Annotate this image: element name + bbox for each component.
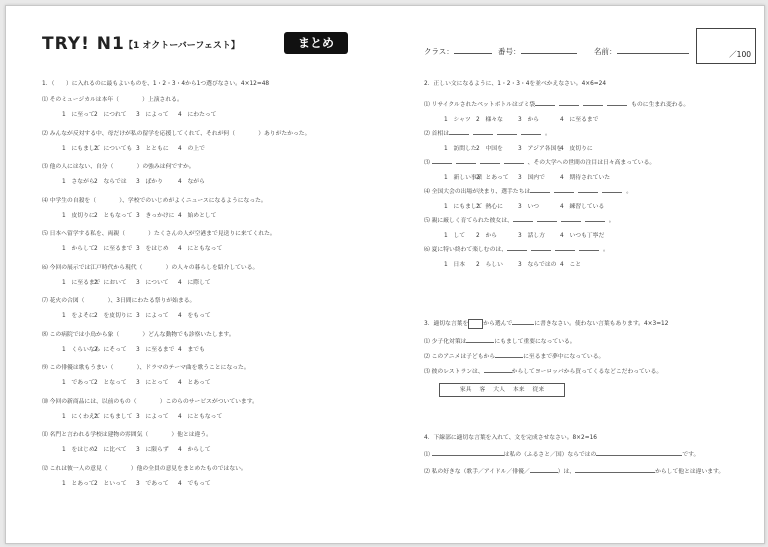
answer-blank[interactable] bbox=[602, 186, 622, 193]
answer-option[interactable]: 4 ながら bbox=[178, 179, 205, 185]
question: ⑾ 名門と言われる学校は建物の雰囲気（ ）他とは違う。 bbox=[42, 432, 212, 438]
question: ⑹ 今回の展示では江戸時代から現代（ ）の人々の暮らしを紹介している。 bbox=[42, 264, 259, 271]
word-choice: 従来 bbox=[532, 387, 545, 393]
word-choice: 本来 bbox=[512, 387, 525, 393]
fill-question bbox=[424, 351, 604, 360]
answer-option[interactable]: 1 さながら bbox=[62, 179, 95, 185]
answer-option[interactable]: 4 をもって bbox=[178, 313, 211, 319]
question: ⑴ そのミュージカルは本年（ ）上演される。 bbox=[42, 97, 183, 103]
answer-blank[interactable] bbox=[432, 157, 452, 164]
word-box-marker bbox=[468, 319, 483, 329]
reorder-question bbox=[424, 99, 689, 108]
answer-option[interactable]: 3 いつ bbox=[518, 204, 540, 210]
s4-text: ）は、 bbox=[557, 469, 576, 475]
fill-question bbox=[424, 336, 576, 345]
question-text: ⑶ 彼のレストランは、 bbox=[424, 369, 484, 375]
answer-option[interactable]: 4 練習している bbox=[560, 204, 605, 210]
question-text: ⑸ 親に厳しく育てられた彼女は、 bbox=[424, 218, 513, 224]
answer-option[interactable]: 2 にそって bbox=[94, 346, 127, 353]
reorder-question bbox=[424, 128, 551, 137]
answer-option[interactable]: 3 ならではの bbox=[518, 262, 557, 268]
answer-option[interactable]: 2 様々な bbox=[476, 117, 503, 123]
answer-option[interactable]: 1 をはじめ bbox=[62, 447, 95, 453]
word-choice: 家具 bbox=[459, 387, 472, 393]
section3-title-a: 3．適切な言葉を bbox=[424, 321, 469, 327]
answer-option[interactable]: 1 に至るまで bbox=[62, 279, 101, 286]
worksheet-page bbox=[5, 5, 765, 544]
section2-title: 2．正しい文になるように、1・2・3・4を並べかえなさい。4×6=24 bbox=[424, 81, 607, 87]
question-text: ⑴ 少子化対策は bbox=[424, 339, 467, 345]
answer-option[interactable]: 2 につれて bbox=[94, 112, 127, 118]
blank-marker bbox=[512, 318, 534, 325]
s4-text: ⑴ bbox=[424, 452, 432, 458]
section1-title: 1．（ ）に入れるのに最もよいものを、1・2・3・4から1つ選びなさい。4×12=48 bbox=[42, 81, 270, 87]
question-text: 。 bbox=[603, 247, 609, 253]
number-blank[interactable] bbox=[521, 45, 577, 54]
answer-option[interactable]: 3 にとって bbox=[136, 380, 169, 386]
answer-option[interactable]: 1 くらいなら bbox=[62, 346, 101, 353]
answer-option[interactable]: 3 であって bbox=[136, 480, 169, 487]
question-text: 。 bbox=[626, 189, 632, 195]
answer-option[interactable]: 2 についても bbox=[94, 145, 133, 152]
answer-option[interactable]: 4 にわたって bbox=[178, 112, 217, 118]
question: ⑶ 他の人にはない、自分（ ）の強みは何ですか。 bbox=[42, 164, 195, 170]
answer-blank[interactable] bbox=[579, 244, 599, 251]
answer-option[interactable]: 2 熱心に bbox=[476, 204, 503, 210]
answer-option[interactable]: 3 話し方 bbox=[518, 233, 545, 239]
question: ⑻ この病院では小鳥から象（ ）どんな動物でも診察いたします。 bbox=[42, 331, 235, 338]
answer-option[interactable]: 2 らしい bbox=[476, 262, 503, 268]
reorder-question bbox=[424, 186, 632, 195]
question: ⑷ 中学生の自殺を（ ）、学校でのいじめがよくニュースになるようになった。 bbox=[42, 197, 267, 204]
answer-option[interactable]: 4 いつも丁寧だ bbox=[560, 233, 605, 239]
answer-option[interactable]: 2 といって bbox=[94, 480, 127, 487]
answer-blank[interactable] bbox=[537, 215, 557, 222]
question-text: ⑷ 全国大会の出場が決まり、選手たちは bbox=[424, 189, 531, 195]
answer-option[interactable]: 4 でもって bbox=[178, 480, 211, 487]
answer-option[interactable]: 4 までも bbox=[178, 346, 205, 353]
answer-option[interactable]: 1 をよそに bbox=[62, 313, 95, 319]
answer-option[interactable]: 1 日本 bbox=[444, 262, 466, 268]
answer-option[interactable]: 3 に至るまで bbox=[136, 346, 175, 353]
answer-option[interactable]: 3 によって bbox=[136, 112, 169, 118]
answer-blank[interactable] bbox=[495, 351, 523, 358]
name-label: 名前： bbox=[594, 47, 617, 56]
question-text: ものに生まれ変わる。 bbox=[631, 102, 690, 108]
answer-option[interactable]: 2 とあって bbox=[476, 175, 509, 181]
answer-blank[interactable] bbox=[432, 449, 504, 456]
question-text: 。 bbox=[608, 218, 615, 224]
answer-option[interactable]: 2 を皮切りに bbox=[94, 313, 133, 319]
question-text: にもまして重要になっている。 bbox=[494, 339, 576, 345]
section4-title: 4．下線部に適切な言葉を入れて、文を完成させなさい。8×2=16 bbox=[424, 435, 597, 441]
answer-option[interactable]: 3 国内で bbox=[518, 175, 545, 181]
section4-item-2 bbox=[424, 466, 724, 475]
s4-text: は私の（ふるさと／国）ならではの bbox=[503, 452, 597, 458]
answer-blank[interactable] bbox=[531, 244, 551, 251]
section3-title bbox=[424, 318, 668, 329]
question-text: ⑵ 首相は bbox=[424, 131, 450, 137]
fill-question bbox=[424, 366, 662, 375]
answer-option[interactable]: 1 にもまして bbox=[444, 204, 483, 210]
answer-blank[interactable] bbox=[554, 186, 574, 193]
answer-option[interactable]: 3 から bbox=[518, 117, 540, 123]
answer-option[interactable]: 1 とあって bbox=[62, 480, 95, 487]
name-blank[interactable] bbox=[617, 45, 689, 54]
class-field bbox=[424, 45, 492, 57]
s4-text: からして他とは違います。 bbox=[655, 469, 725, 475]
class-label: クラス： bbox=[424, 47, 454, 56]
answer-option[interactable]: 1 訪問した bbox=[444, 146, 477, 152]
answer-option[interactable]: 1 して bbox=[444, 233, 466, 239]
answer-option[interactable]: 1 にくわえて bbox=[62, 413, 101, 420]
answer-blank[interactable] bbox=[530, 186, 550, 193]
answer-option[interactable]: 2 となって bbox=[94, 380, 127, 386]
answer-option[interactable]: 3 とともに bbox=[136, 145, 169, 152]
answer-option[interactable]: 4 こと bbox=[560, 262, 582, 268]
question: ⑿ これは彼一人の意見（ ）他の全員の意見をまとめたものではない。 bbox=[42, 465, 247, 472]
s4-text: ⑵ 私の好きな（歌手／アイドル／俳優／ bbox=[424, 469, 530, 475]
section3-title-b: から選んで bbox=[483, 321, 513, 327]
answer-option[interactable]: 3 ばかり bbox=[136, 179, 163, 185]
answer-option[interactable]: 3 をはじめ bbox=[136, 246, 169, 252]
answer-option[interactable]: 2 において bbox=[94, 279, 127, 286]
answer-option[interactable]: 2 に比べて bbox=[94, 447, 127, 453]
answer-blank[interactable] bbox=[497, 128, 517, 135]
answer-option[interactable]: 4 からして bbox=[178, 447, 211, 453]
name-field bbox=[594, 45, 689, 57]
number-label: 番号： bbox=[498, 47, 521, 56]
score-box[interactable] bbox=[696, 28, 756, 64]
answer-blank[interactable] bbox=[596, 449, 682, 456]
question-text: からしてヨーロッパから買ってくるなどこだわっている。 bbox=[511, 369, 663, 375]
question-text: ⑴ リサイクルされたペットボトルはゴミ袋 bbox=[424, 102, 536, 108]
answer-option[interactable]: 4 期待されていた bbox=[560, 175, 611, 181]
number-field bbox=[498, 45, 577, 57]
question-text: ⑶ bbox=[424, 160, 432, 166]
answer-option[interactable]: 4 始めとして bbox=[178, 212, 217, 219]
answer-option[interactable]: 2 に至るまで bbox=[94, 246, 133, 252]
answer-option[interactable]: 1 皮切りに bbox=[62, 212, 95, 219]
answer-option[interactable]: 1 シャツ bbox=[444, 117, 471, 123]
section4-item-1 bbox=[424, 449, 699, 458]
reorder-question bbox=[424, 157, 655, 166]
class-blank[interactable] bbox=[454, 45, 492, 54]
question: ⑺ 花火の合図（ ）、3日間にわたる祭りが始まる。 bbox=[42, 298, 196, 304]
unit-title: 【1 オクトーバーフェスト】 bbox=[124, 41, 240, 51]
question-text: ⑹ 夏に特い終わて楽しむのは、 bbox=[424, 247, 507, 253]
answer-option[interactable]: 2 中国を bbox=[476, 146, 503, 152]
question-text: ⑵ このアニメは子どもから bbox=[424, 354, 496, 360]
reorder-question bbox=[424, 215, 615, 224]
answer-option[interactable]: 1 からして bbox=[62, 246, 95, 252]
question-text: に至るまで夢中になっている。 bbox=[523, 354, 605, 360]
question: ⑸ 日本へ留学する私を、両親（ ）たくさんの人が空港まで見送りに来てくれた。 bbox=[42, 231, 276, 237]
answer-blank[interactable] bbox=[578, 186, 598, 193]
word-choice: 大人 bbox=[493, 387, 505, 393]
answer-blank[interactable] bbox=[535, 99, 555, 106]
question-text: 、その大学への世間の注目は日々高まっている。 bbox=[527, 160, 656, 166]
reorder-question bbox=[424, 244, 609, 253]
answer-blank[interactable] bbox=[480, 157, 500, 164]
section3-title-c: に書きなさい。使わない言葉もあります。4×3=12 bbox=[534, 321, 669, 327]
answer-blank[interactable] bbox=[513, 215, 533, 222]
answer-blank[interactable] bbox=[559, 99, 579, 106]
answer-blank[interactable] bbox=[504, 157, 524, 164]
answer-option[interactable]: 2 から bbox=[476, 233, 498, 239]
question: ⑼ この俳優は歌もうまい（ ）、ドラマのテーマ曲を歌うことになった。 bbox=[42, 365, 250, 371]
answer-option[interactable]: 3 アジア各国を bbox=[518, 146, 563, 152]
answer-option[interactable]: 3 について bbox=[136, 279, 169, 286]
word-choice-box bbox=[439, 383, 565, 397]
answer-option[interactable]: 3 に限らず bbox=[136, 447, 169, 453]
answer-option[interactable]: 1 にもまして bbox=[62, 145, 101, 152]
s4-text: です。 bbox=[682, 452, 700, 458]
answer-option[interactable]: 4 にともなって bbox=[178, 413, 223, 420]
score-total: ／100 bbox=[729, 50, 751, 59]
answer-blank[interactable] bbox=[466, 336, 494, 343]
answer-option[interactable]: 3 きっかけに bbox=[136, 212, 175, 219]
answer-option[interactable]: 2 にもまして bbox=[94, 413, 133, 420]
answer-blank[interactable] bbox=[585, 215, 605, 222]
answer-option[interactable]: 4 に際して bbox=[178, 279, 211, 286]
answer-blank[interactable] bbox=[561, 215, 581, 222]
summary-badge: まとめ bbox=[284, 32, 348, 54]
answer-blank[interactable] bbox=[575, 466, 655, 473]
question: ⑵ みんなが反対する中、母だけが私の留学を応援してくれて、それが何（ ）ありがたかった。 bbox=[42, 130, 311, 137]
question: ⑽ 今回の新商品には、以前のもの（ ）このらのサービスがついています。 bbox=[42, 398, 258, 405]
answer-option[interactable]: 4 皮切りに bbox=[560, 146, 593, 152]
answer-blank[interactable] bbox=[521, 128, 541, 135]
answer-option[interactable]: 4 にともなって bbox=[178, 246, 223, 252]
answer-option[interactable]: 1 であって bbox=[62, 380, 95, 386]
answer-blank[interactable] bbox=[484, 366, 512, 373]
answer-option[interactable]: 4 の上で bbox=[178, 145, 205, 152]
question-text: 。 bbox=[545, 131, 551, 137]
answer-blank[interactable] bbox=[507, 244, 527, 251]
answer-option[interactable]: 1 に至って bbox=[62, 112, 95, 118]
logo-title: TRY! N1 bbox=[42, 34, 125, 54]
answer-option[interactable]: 1 新しい事業 bbox=[444, 175, 483, 181]
answer-option[interactable]: 3 によって bbox=[136, 313, 169, 319]
answer-option[interactable]: 4 とあって bbox=[178, 380, 211, 386]
answer-option[interactable]: 4 に至るまで bbox=[560, 117, 599, 123]
answer-blank[interactable] bbox=[456, 157, 476, 164]
word-choice: 客 bbox=[479, 387, 486, 393]
answer-blank[interactable] bbox=[607, 99, 627, 106]
answer-option[interactable]: 2 ならでは bbox=[94, 179, 127, 185]
answer-option[interactable]: 3 によって bbox=[136, 413, 169, 420]
answer-blank[interactable] bbox=[449, 128, 469, 135]
answer-blank[interactable] bbox=[473, 128, 493, 135]
answer-blank[interactable] bbox=[530, 466, 558, 473]
answer-option[interactable]: 2 ともなって bbox=[94, 212, 133, 219]
answer-blank[interactable] bbox=[583, 99, 603, 106]
answer-blank[interactable] bbox=[555, 244, 575, 251]
